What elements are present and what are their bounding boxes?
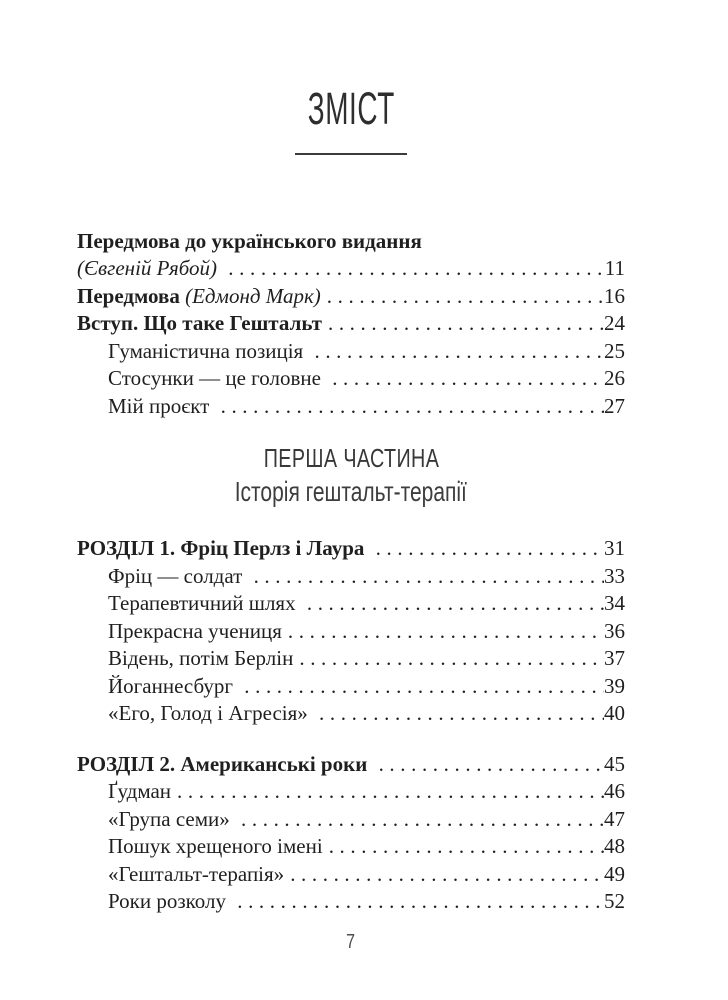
page-footer bbox=[77, 931, 625, 953]
toc-entry bbox=[77, 338, 625, 366]
dot-leader bbox=[379, 751, 604, 779]
toc-entry-page: 37 bbox=[604, 646, 625, 670]
toc-entry-text: (Євгеній Рябой) bbox=[77, 256, 218, 280]
part-subtitle: Історія гештальт-терапії bbox=[234, 476, 468, 507]
toc-entry-text bbox=[217, 256, 222, 280]
dot-leader bbox=[327, 283, 604, 311]
toc-entry-text: Передмова до українського видання bbox=[77, 228, 422, 253]
toc-entry-label bbox=[77, 310, 322, 338]
toc-entry-label bbox=[108, 645, 293, 673]
toc-entry-page: 33 bbox=[604, 563, 625, 588]
toc-entry-page: 25 bbox=[604, 338, 625, 363]
toc-entry bbox=[77, 535, 625, 563]
toc-entry-label bbox=[108, 806, 235, 834]
toc-entry-text: Роки розколу bbox=[108, 889, 232, 913]
toc-entry-text: Гуманістична позиція bbox=[108, 338, 309, 363]
part-heading bbox=[77, 442, 625, 508]
dot-leader bbox=[237, 888, 604, 916]
toc-entry bbox=[77, 563, 625, 591]
dot-leader bbox=[228, 255, 604, 283]
toc-entry bbox=[77, 778, 625, 806]
dot-leader bbox=[244, 673, 604, 701]
toc-entry-label bbox=[108, 833, 323, 861]
toc-entry-label bbox=[108, 393, 215, 421]
page-title: ЗМІСТ bbox=[307, 83, 395, 134]
toc-entry-label bbox=[108, 673, 238, 701]
toc-entry bbox=[77, 393, 625, 421]
toc-entry-page: 45 bbox=[604, 751, 625, 776]
toc-content bbox=[77, 0, 625, 953]
toc-entry-text: Терапевтичний шлях bbox=[108, 591, 301, 615]
toc-entry bbox=[77, 673, 625, 701]
toc-entry-text: Ґудман bbox=[108, 779, 172, 803]
toc-entry-label bbox=[108, 888, 231, 916]
toc-entry-label bbox=[108, 778, 171, 806]
dot-leader bbox=[314, 338, 604, 366]
toc-entry-page: 31 bbox=[604, 536, 625, 560]
toc-entry-page: 11 bbox=[604, 256, 625, 280]
toc-entry-page: 34 bbox=[604, 591, 625, 615]
toc-entry-label bbox=[108, 590, 301, 618]
page-title-wrap bbox=[77, 83, 625, 155]
dot-leader bbox=[288, 618, 604, 646]
toc-entry-page: 26 bbox=[604, 366, 625, 390]
toc-entry-page: 46 bbox=[604, 779, 625, 803]
toc-entry-text: Передмова bbox=[77, 283, 180, 308]
toc-entry bbox=[77, 590, 625, 618]
dot-leader bbox=[299, 645, 604, 673]
toc-entry-page: 48 bbox=[604, 834, 625, 858]
toc-entry bbox=[77, 861, 625, 889]
toc-entry-page: 16 bbox=[604, 283, 625, 308]
toc-entry-page: 24 bbox=[604, 311, 625, 335]
toc-entry bbox=[77, 751, 625, 779]
toc-entry-page: 39 bbox=[604, 673, 625, 698]
dot-leader bbox=[329, 833, 604, 861]
toc-entry-text: РОЗДІЛ 1. Фріц Перлз і Лаура bbox=[77, 536, 365, 560]
toc-entry-label bbox=[77, 283, 321, 311]
toc-entry-label bbox=[108, 338, 308, 366]
toc-entry-text: Пошук хрещеного імені bbox=[108, 834, 323, 858]
toc-entry-text: Прекрасна учениця bbox=[108, 618, 282, 643]
toc-entry-label bbox=[108, 700, 313, 728]
dot-leader bbox=[332, 365, 604, 393]
toc-entry-page: 36 bbox=[604, 618, 625, 643]
toc-sections bbox=[77, 228, 625, 916]
toc-entry-label bbox=[77, 255, 222, 283]
toc-entry-text bbox=[367, 752, 372, 776]
toc-entry-text bbox=[364, 536, 369, 560]
toc-entry bbox=[77, 700, 625, 728]
toc-block bbox=[77, 535, 625, 728]
toc-entry bbox=[77, 228, 625, 256]
toc-entry-page: 49 bbox=[604, 861, 625, 886]
toc-entry bbox=[77, 618, 625, 646]
part-kicker: ПЕРША ЧАСТИНА bbox=[263, 443, 439, 473]
toc-entry bbox=[77, 806, 625, 834]
toc-entry-text: (Едмонд Марк) bbox=[179, 283, 321, 308]
toc-entry bbox=[77, 283, 625, 311]
toc-entry-label bbox=[108, 861, 284, 889]
toc-entry-page: 52 bbox=[604, 889, 625, 913]
toc-entry bbox=[77, 255, 625, 283]
toc-entry-text: «Его, Голод і Агресія» bbox=[108, 701, 314, 725]
folio-number: 7 bbox=[346, 930, 356, 953]
dot-leader bbox=[221, 393, 604, 421]
toc-entry-text: «Гештальт-терапія» bbox=[108, 861, 285, 886]
toc-entry bbox=[77, 365, 625, 393]
toc-entry-label bbox=[108, 563, 248, 591]
dot-leader bbox=[376, 535, 604, 563]
dot-leader bbox=[290, 861, 604, 889]
dot-leader bbox=[307, 590, 604, 618]
toc-entry-label bbox=[108, 365, 326, 393]
toc-entry-text: Стосунки — це головне bbox=[108, 366, 327, 390]
dot-leader bbox=[328, 310, 604, 338]
toc-entry bbox=[77, 833, 625, 861]
toc-entry bbox=[77, 645, 625, 673]
toc-entry-text: РОЗДІЛ 2. Американські роки bbox=[77, 751, 368, 776]
toc-entry-text: Йоганнесбург bbox=[108, 673, 239, 698]
toc-entry-label bbox=[108, 618, 282, 646]
toc-block bbox=[77, 228, 625, 421]
toc-block bbox=[77, 751, 625, 916]
toc-entry-text: Мій проєкт bbox=[108, 393, 215, 418]
toc-entry-page: 47 bbox=[604, 806, 625, 831]
toc-entry-page: 27 bbox=[604, 393, 625, 418]
toc-entry-label bbox=[77, 228, 422, 256]
toc-entry-label bbox=[77, 535, 370, 563]
dot-leader bbox=[241, 806, 604, 834]
toc-entry-text: Вступ. Що таке Гештальт bbox=[77, 311, 322, 335]
toc-entry-text: Фріц — солдат bbox=[108, 563, 248, 588]
title-divider bbox=[295, 153, 407, 155]
toc-entry-text: «Група семи» bbox=[108, 806, 236, 831]
dot-leader bbox=[319, 700, 604, 728]
toc-entry-page: 40 bbox=[604, 701, 625, 725]
dot-leader bbox=[254, 563, 604, 591]
toc-entry-label bbox=[77, 751, 373, 779]
dot-leader bbox=[177, 778, 604, 806]
toc-entry bbox=[77, 310, 625, 338]
toc-entry bbox=[77, 888, 625, 916]
toc-entry-text: Відень, потім Берлін bbox=[108, 646, 294, 670]
